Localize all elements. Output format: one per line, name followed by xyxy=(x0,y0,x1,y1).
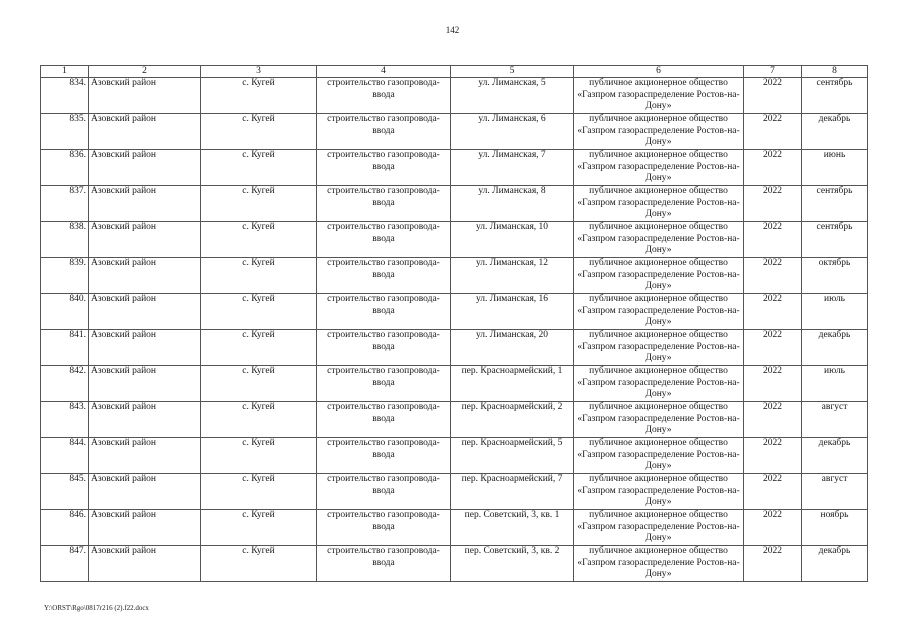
month-cell: декабрь xyxy=(802,546,868,582)
address-cell: пер. Советский, 3, кв. 2 xyxy=(451,546,574,582)
address-cell: пер. Советский, 3, кв. 1 xyxy=(451,510,574,546)
district-cell: Азовский район xyxy=(89,366,201,402)
row-number-cell: 834. xyxy=(41,78,89,114)
month-cell: август xyxy=(802,474,868,510)
district-cell: Азовский район xyxy=(89,150,201,186)
address-cell: ул. Лиманская, 5 xyxy=(451,78,574,114)
column-header: 3 xyxy=(201,66,317,78)
month-cell: сентябрь xyxy=(802,186,868,222)
district-cell: Азовский район xyxy=(89,546,201,582)
work-type-cell: строительство газопровода-ввода xyxy=(317,546,451,582)
district-cell: Азовский район xyxy=(89,330,201,366)
row-number-cell: 839. xyxy=(41,258,89,294)
address-cell: пер. Красноармейский, 2 xyxy=(451,402,574,438)
year-cell: 2022 xyxy=(744,330,802,366)
year-cell: 2022 xyxy=(744,150,802,186)
year-cell: 2022 xyxy=(744,258,802,294)
column-number-header-row xyxy=(41,66,868,78)
table-row xyxy=(41,150,868,186)
organization-cell: публичное акционерное общество «Газпром газораспределение Ростов-на-Дону» xyxy=(574,258,744,294)
row-number-cell: 842. xyxy=(41,366,89,402)
district-cell: Азовский район xyxy=(89,474,201,510)
file-path-footer: Y:\ORST\Rgo\0817r216 (2).f22.docx xyxy=(44,604,149,612)
settlement-cell: с. Кугей xyxy=(201,366,317,402)
row-number-cell: 845. xyxy=(41,474,89,510)
row-number-cell: 843. xyxy=(41,402,89,438)
organization-cell: публичное акционерное общество «Газпром газораспределение Ростов-на-Дону» xyxy=(574,546,744,582)
row-number-cell: 837. xyxy=(41,186,89,222)
row-number-cell: 847. xyxy=(41,546,89,582)
table-row xyxy=(41,186,868,222)
work-type-cell: строительство газопровода-ввода xyxy=(317,258,451,294)
year-cell: 2022 xyxy=(744,186,802,222)
column-header: 8 xyxy=(802,66,868,78)
work-type-cell: строительство газопровода-ввода xyxy=(317,402,451,438)
settlement-cell: с. Кугей xyxy=(201,294,317,330)
settlement-cell: с. Кугей xyxy=(201,222,317,258)
year-cell: 2022 xyxy=(744,402,802,438)
address-cell: пер. Красноармейский, 5 xyxy=(451,438,574,474)
column-header: 4 xyxy=(317,66,451,78)
table-row xyxy=(41,510,868,546)
organization-cell: публичное акционерное общество «Газпром газораспределение Ростов-на-Дону» xyxy=(574,438,744,474)
table-body xyxy=(41,78,868,582)
month-cell: ноябрь xyxy=(802,510,868,546)
organization-cell: публичное акционерное общество «Газпром газораспределение Ростов-на-Дону» xyxy=(574,330,744,366)
settlement-cell: с. Кугей xyxy=(201,150,317,186)
column-header: 2 xyxy=(89,66,201,78)
year-cell: 2022 xyxy=(744,510,802,546)
work-type-cell: строительство газопровода-ввода xyxy=(317,78,451,114)
district-cell: Азовский район xyxy=(89,438,201,474)
address-cell: ул. Лиманская, 7 xyxy=(451,150,574,186)
table-row xyxy=(41,294,868,330)
settlement-cell: с. Кугей xyxy=(201,474,317,510)
address-cell: ул. Лиманская, 8 xyxy=(451,186,574,222)
column-header: 1 xyxy=(41,66,89,78)
organization-cell: публичное акционерное общество «Газпром газораспределение Ростов-на-Дону» xyxy=(574,222,744,258)
table-row xyxy=(41,402,868,438)
settlement-cell: с. Кугей xyxy=(201,330,317,366)
month-cell: июнь xyxy=(802,150,868,186)
table-row xyxy=(41,330,868,366)
work-type-cell: строительство газопровода-ввода xyxy=(317,222,451,258)
address-cell: ул. Лиманская, 10 xyxy=(451,222,574,258)
organization-cell: публичное акционерное общество «Газпром газораспределение Ростов-на-Дону» xyxy=(574,114,744,150)
settlement-cell: с. Кугей xyxy=(201,438,317,474)
organization-cell: публичное акционерное общество «Газпром газораспределение Ростов-на-Дону» xyxy=(574,366,744,402)
work-type-cell: строительство газопровода-ввода xyxy=(317,366,451,402)
page-number: 142 xyxy=(445,25,460,35)
table-row xyxy=(41,114,868,150)
table-row xyxy=(41,438,868,474)
year-cell: 2022 xyxy=(744,546,802,582)
work-type-cell: строительство газопровода-ввода xyxy=(317,330,451,366)
month-cell: октябрь xyxy=(802,258,868,294)
organization-cell: публичное акционерное общество «Газпром газораспределение Ростов-на-Дону» xyxy=(574,78,744,114)
work-type-cell: строительство газопровода-ввода xyxy=(317,474,451,510)
year-cell: 2022 xyxy=(744,366,802,402)
column-header: 6 xyxy=(574,66,744,78)
month-cell: сентябрь xyxy=(802,78,868,114)
year-cell: 2022 xyxy=(744,114,802,150)
row-number-cell: 835. xyxy=(41,114,89,150)
table-row xyxy=(41,78,868,114)
settlement-cell: с. Кугей xyxy=(201,546,317,582)
table-row xyxy=(41,366,868,402)
address-cell: ул. Лиманская, 20 xyxy=(451,330,574,366)
month-cell: сентябрь xyxy=(802,222,868,258)
work-type-cell: строительство газопровода-ввода xyxy=(317,186,451,222)
row-number-cell: 844. xyxy=(41,438,89,474)
column-header: 5 xyxy=(451,66,574,78)
row-number-cell: 840. xyxy=(41,294,89,330)
month-cell: июль xyxy=(802,294,868,330)
address-cell: пер. Красноармейский, 7 xyxy=(451,474,574,510)
table-row xyxy=(41,474,868,510)
address-cell: ул. Лиманская, 12 xyxy=(451,258,574,294)
work-type-cell: строительство газопровода-ввода xyxy=(317,150,451,186)
work-type-cell: строительство газопровода-ввода xyxy=(317,294,451,330)
settlement-cell: с. Кугей xyxy=(201,402,317,438)
organization-cell: публичное акционерное общество «Газпром газораспределение Ростов-на-Дону» xyxy=(574,150,744,186)
year-cell: 2022 xyxy=(744,294,802,330)
organization-cell: публичное акционерное общество «Газпром газораспределение Ростов-на-Дону» xyxy=(574,186,744,222)
settlement-cell: с. Кугей xyxy=(201,510,317,546)
work-type-cell: строительство газопровода-ввода xyxy=(317,438,451,474)
table-row xyxy=(41,258,868,294)
settlement-cell: с. Кугей xyxy=(201,114,317,150)
organization-cell: публичное акционерное общество «Газпром газораспределение Ростов-на-Дону» xyxy=(574,402,744,438)
settlement-cell: с. Кугей xyxy=(201,258,317,294)
month-cell: декабрь xyxy=(802,438,868,474)
table-row xyxy=(41,222,868,258)
work-type-cell: строительство газопровода-ввода xyxy=(317,510,451,546)
organization-cell: публичное акционерное общество «Газпром газораспределение Ростов-на-Дону» xyxy=(574,474,744,510)
year-cell: 2022 xyxy=(744,474,802,510)
district-cell: Азовский район xyxy=(89,510,201,546)
row-number-cell: 836. xyxy=(41,150,89,186)
district-cell: Азовский район xyxy=(89,186,201,222)
settlement-cell: с. Кугей xyxy=(201,78,317,114)
month-cell: июль xyxy=(802,366,868,402)
column-header: 7 xyxy=(744,66,802,78)
district-cell: Азовский район xyxy=(89,222,201,258)
district-cell: Азовский район xyxy=(89,78,201,114)
district-cell: Азовский район xyxy=(89,114,201,150)
address-cell: пер. Красноармейский, 1 xyxy=(451,366,574,402)
district-cell: Азовский район xyxy=(89,402,201,438)
month-cell: август xyxy=(802,402,868,438)
year-cell: 2022 xyxy=(744,222,802,258)
organization-cell: публичное акционерное общество «Газпром газораспределение Ростов-на-Дону» xyxy=(574,510,744,546)
gas-pipeline-table xyxy=(40,65,868,582)
address-cell: ул. Лиманская, 6 xyxy=(451,114,574,150)
month-cell: декабрь xyxy=(802,114,868,150)
year-cell: 2022 xyxy=(744,78,802,114)
address-cell: ул. Лиманская, 16 xyxy=(451,294,574,330)
month-cell: декабрь xyxy=(802,330,868,366)
row-number-cell: 838. xyxy=(41,222,89,258)
district-cell: Азовский район xyxy=(89,294,201,330)
work-type-cell: строительство газопровода-ввода xyxy=(317,114,451,150)
row-number-cell: 846. xyxy=(41,510,89,546)
table-row xyxy=(41,546,868,582)
year-cell: 2022 xyxy=(744,438,802,474)
organization-cell: публичное акционерное общество «Газпром газораспределение Ростов-на-Дону» xyxy=(574,294,744,330)
row-number-cell: 841. xyxy=(41,330,89,366)
settlement-cell: с. Кугей xyxy=(201,186,317,222)
district-cell: Азовский район xyxy=(89,258,201,294)
